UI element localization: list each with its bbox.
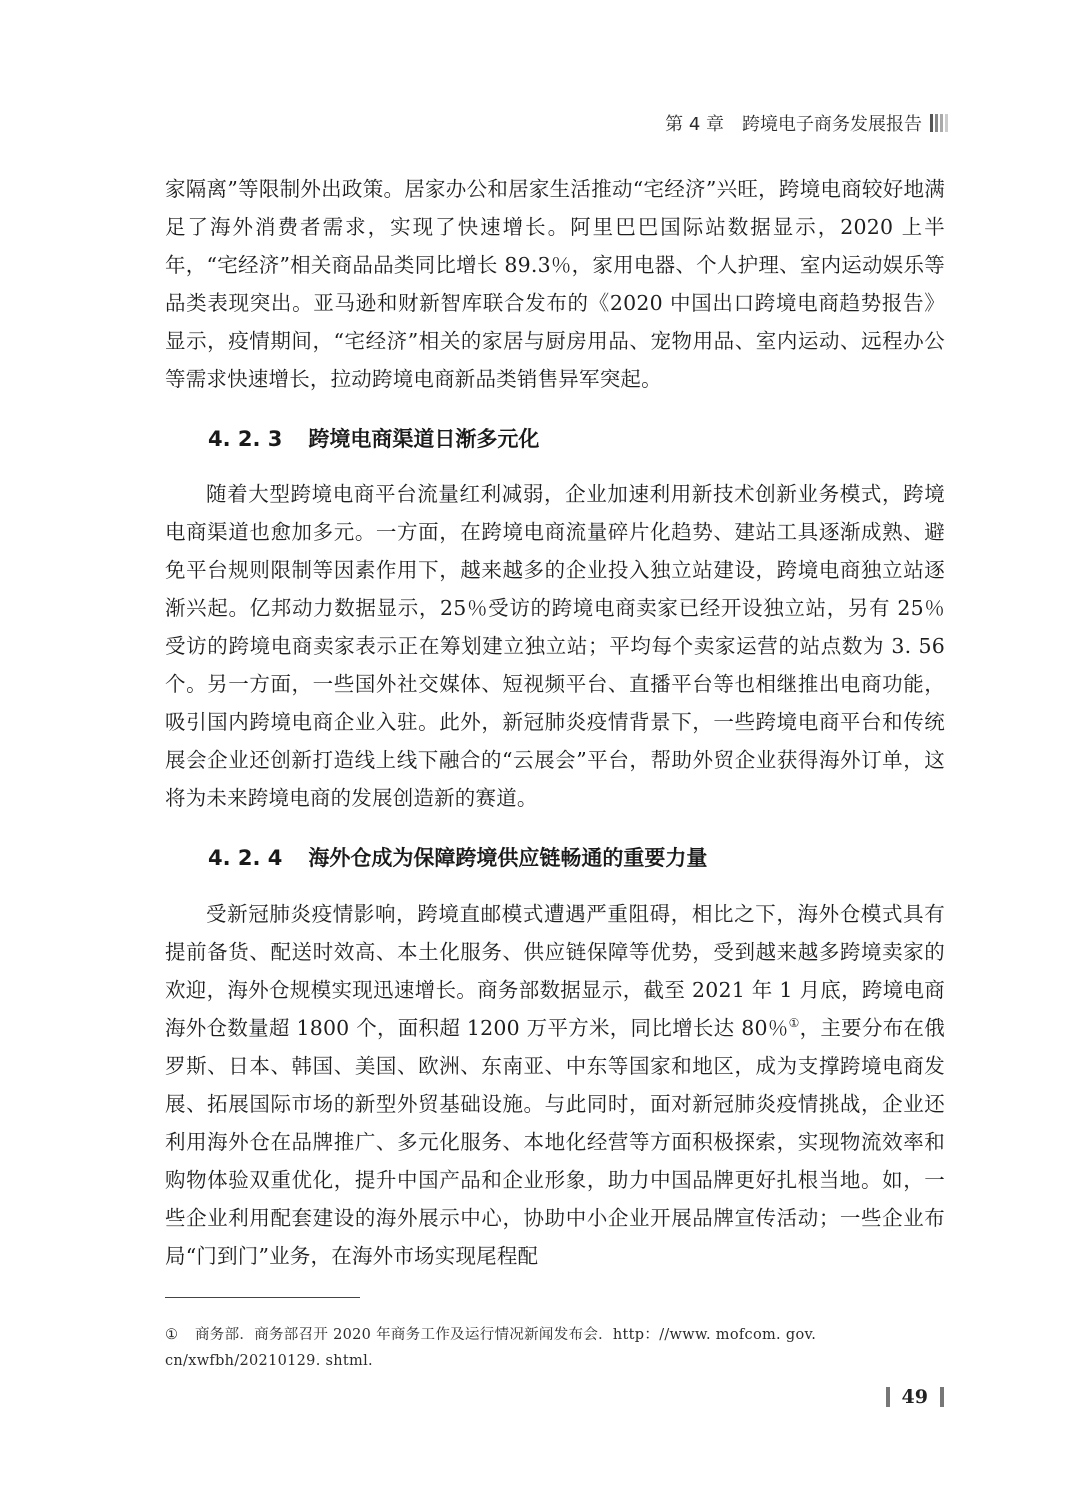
running-head	[665, 110, 948, 136]
footnote	[165, 1322, 950, 1374]
section-number: 4. 2. 3	[208, 427, 283, 451]
page-number-bar-icon	[886, 1387, 890, 1407]
page-number: 49	[901, 1386, 928, 1408]
section-number: 4. 2. 4	[208, 846, 283, 870]
chapter-number: 第 4 章	[665, 114, 724, 135]
page-number-block	[886, 1386, 944, 1408]
footnote-mark: ①	[165, 1327, 178, 1343]
footnote-text: 商务部．商务部召开 2020 年商务工作及运行情况新闻发布会．http：//www. mofcom. gov. cn/xwfbh/20210129. shtml.	[165, 1327, 817, 1369]
section-heading-4-2-4	[208, 842, 707, 872]
paragraph-3-part-1: 受新冠肺炎疫情影响，跨境直邮模式遭遇严重阻碍，相比之下，海外仓模式具有提前备货、配送时效高、本土化服务、供应链保障等优势，受到越来越多跨境卖家的欢迎，海外仓规模实现迅速增长。商务部数据显示，截至 2021 年 1 月底，跨境电商海外仓数量超 1800 个，面积超 1200 万平方米，同比增长达 80％	[165, 902, 945, 1040]
section-title: 跨境电商渠道日渐多元化	[308, 427, 540, 451]
running-head-bars-icon	[930, 114, 948, 132]
chapter-title: 跨境电子商务发展报告	[742, 114, 922, 135]
footnote-reference[interactable]: ①	[788, 1016, 800, 1031]
body-paragraph-1: 家隔离”等限制外出政策。居家办公和居家生活推动“宅经济”兴旺，跨境电商较好地满足了海外消费者需求，实现了快速增长。阿里巴巴国际站数据显示，2020 上半年，“宅经济”相关商品品类同比增长 89.3％，家用电器、个人护理、室内运动娱乐等品类表现突出。亚马逊和财新智库联合发布的《2020 中国出口跨境电商趋势报告》显示，疫情期间，“宅经济”相关的家居与厨房用品、宠物用品、室内运动、远程办公等需求快速增长，拉动跨境电商新品类销售异军突起。	[165, 177, 945, 391]
page-number-bar-icon	[940, 1387, 944, 1407]
paragraph-3-part-2: ，主要分布在俄罗斯、日本、韩国、美国、欧洲、东南亚、中东等国家和地区，成为支撑跨境电商发展、拓展国际市场的新型外贸基础设施。与此同时，面对新冠肺炎疫情挑战，企业还利用海外仓在品牌推广、多元化服务、本地化经营等方面积极探索，实现物流效率和购物体验双重优化，提升中国产品和企业形象，助力中国品牌更好扎根当地。如，一些企业利用配套建设的海外展示中心，协助中小企业开展品牌宣传活动；一些企业布局“门到门”业务，在海外市场实现尾程配	[165, 1016, 945, 1268]
body-paragraph-3	[165, 895, 945, 1275]
footnote-divider	[165, 1297, 360, 1298]
section-heading-4-2-3	[208, 423, 539, 453]
body-paragraph-2: 随着大型跨境电商平台流量红利减弱，企业加速利用新技术创新业务模式，跨境电商渠道也愈加多元。一方面，在跨境电商流量碎片化趋势、建站工具逐渐成熟、避免平台规则限制等因素作用下，越来越多的企业投入独立站建设，跨境电商独立站逐渐兴起。亿邦动力数据显示，25％受访的跨境电商卖家已经开设独立站，另有 25％受访的跨境电商卖家表示正在筹划建立独立站；平均每个卖家运营的站点数为 3. 56 个。另一方面，一些国外社交媒体、短视频平台、直播平台等也相继推出电商功能，吸引国内跨境电商企业入驻。此外，新冠肺炎疫情背景下，一些跨境电商平台和传统展会企业还创新打造线上线下融合的“云展会”平台，帮助外贸企业获得海外订单，这将为未来跨境电商的发展创造新的赛道。	[165, 482, 945, 810]
section-title: 海外仓成为保障跨境供应链畅通的重要力量	[308, 846, 708, 870]
